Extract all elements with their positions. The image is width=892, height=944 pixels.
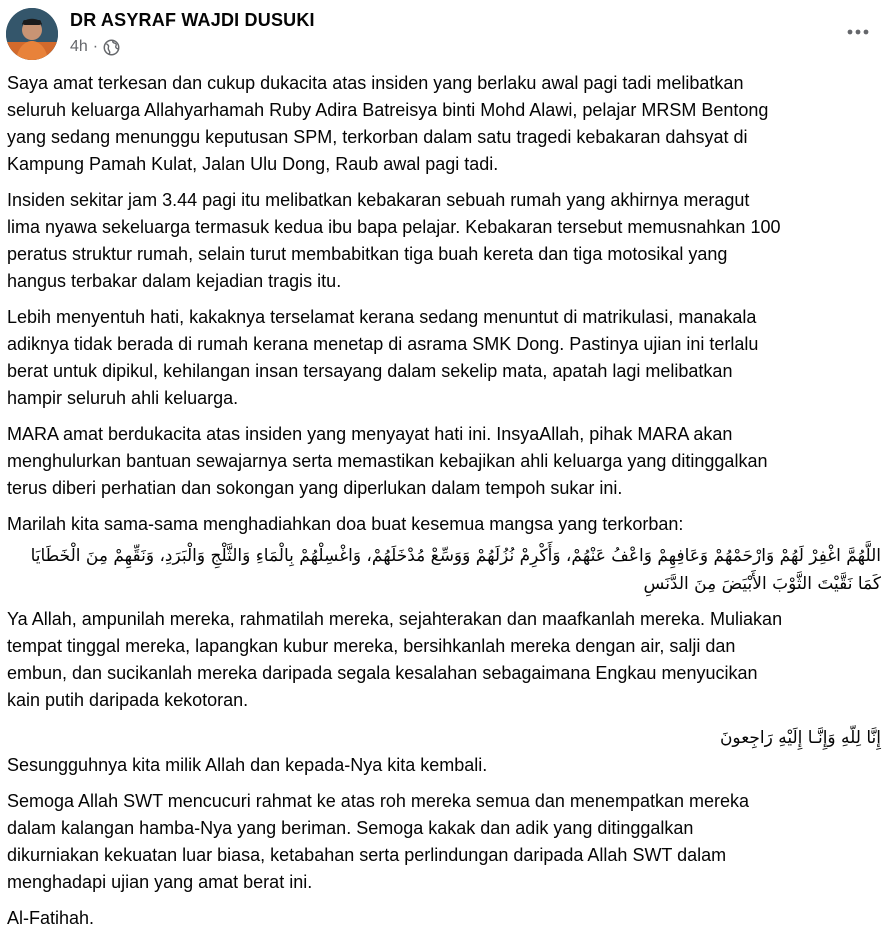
meta-separator: · (92, 38, 99, 55)
avatar-photo-icon (6, 8, 58, 60)
more-options-button[interactable] (840, 18, 876, 46)
closing-paragraph: Semoga Allah SWT mencucuri rahmat ke atas roh mereka semua dan menempatkan mereka dalam kalangan hamba-Nya yang beriman. Semoga kakak dan adik yang ditinggalkan dikurniakan kekuatan luar biasa, ketabahan serta perlindungan daripada Allah SWT dalam menghadapi ujian yang amat berat ini. (7, 791, 750, 892)
sign-off: Al-Fatihah. (7, 908, 95, 928)
post-header (0, 0, 892, 70)
post-meta (70, 38, 120, 56)
more-horizontal-icon (846, 28, 870, 36)
globe-icon[interactable] (103, 39, 120, 56)
post-paragraph: MARA amat berdukacita atas insiden yang menyayat hati ini. InsyaAllah, pihak MARA akan menghulurkan bantuan sewajarnya serta memastikan kebajikan ahli keluarga yang ditinggalkan terus diberi perhatian dan sokongan yang diperlukan dalam tempoh sukar ini. (7, 424, 768, 498)
doa-translation: Ya Allah, ampunilah mereka, rahmatilah mereka, sejahterakan dan maafkanlah mereka. Muliakan tempat tinggal mereka, lapangkan kubur mereka, bersihkanlah mereka dengan air, salji dan embun, dan sucikanlah mereka daripada segala kesalahan sebagaimana Engkau menyucikan kain putih daripada kekotoran. (7, 609, 783, 710)
arabic-istirja: إِنَّا لِلّهِ وَإِنَّـا إِلَيْهِ رَاجِعونَ (719, 728, 881, 748)
author-name[interactable]: DR ASYRAF WAJDI DUSUKI (70, 10, 315, 30)
post-paragraph: Marilah kita sama-sama menghadiahkan doa buat kesemua mangsa yang terkorban: (7, 514, 684, 534)
post-paragraph: Insiden sekitar jam 3.44 pagi itu melibatkan kebakaran sebuah rumah yang akhirnya meragut lima nyawa sekeluarga termasuk kedua ibu bapa pelajar. Kebakaran tersebut memusnahkan 100 peratus struktur rumah, selain turut membabitkan tiga buah kereta dan tiga motosikal yang hangus terbakar dalam kejadian tragis itu. (7, 190, 781, 291)
post-timestamp[interactable]: 4h (70, 38, 88, 55)
arabic-doa: اللَّهُمَّ اغْفِرْ لَهُمْ وَارْحَمْهُمْ وَعَافِهِمْ وَاعْفُ عَنْهُمْ، وَأَكْرِمْ نُزُلَهُمْ وَوَسِّعْ مُدْخَلَهُمْ، وَاغْسِلْهُمْ بِالْمَاءِ وَالثَّلْجِ وَالْبَرَدِ، وَنَقِّهِمْ مِنَ الْخَطَايَا كَمَا نَقَّيْتَ الثَّوْبَ الأَبْيَضَ مِنَ الدَّنَسِ (30, 546, 881, 594)
istirja-translation: Sesungguhnya kita milik Allah dan kepada-Nya kita kembali. (7, 755, 488, 775)
post-paragraph: Lebih menyentuh hati, kakaknya terselamat kerana sedang menuntut di matrikulasi, manakala adiknya tidak berada di rumah kerana menetap di asrama SMK Dong. Pastinya ujian ini terlalu berat untuk dipikul, kehilangan insan tersayang dalam sekelip mata, apatah lagi melibatkan hampir seluruh ahli keluarga. (7, 307, 759, 408)
author-avatar[interactable] (6, 8, 58, 60)
post-paragraph: Saya amat terkesan dan cukup dukacita atas insiden yang berlaku awal pagi tadi melibatkan seluruh keluarga Allahyarhamah Ruby Adira Batreisya binti Mohd Alawi, pelajar MRSM Bentong yang sedang menunggu keputusan SPM, terkorban dalam satu tragedi kebakaran dahsyat di Kampung Pamah Kulat, Jalan Ulu Dong, Raub awal pagi tadi. (7, 73, 769, 174)
post-body (7, 70, 887, 941)
